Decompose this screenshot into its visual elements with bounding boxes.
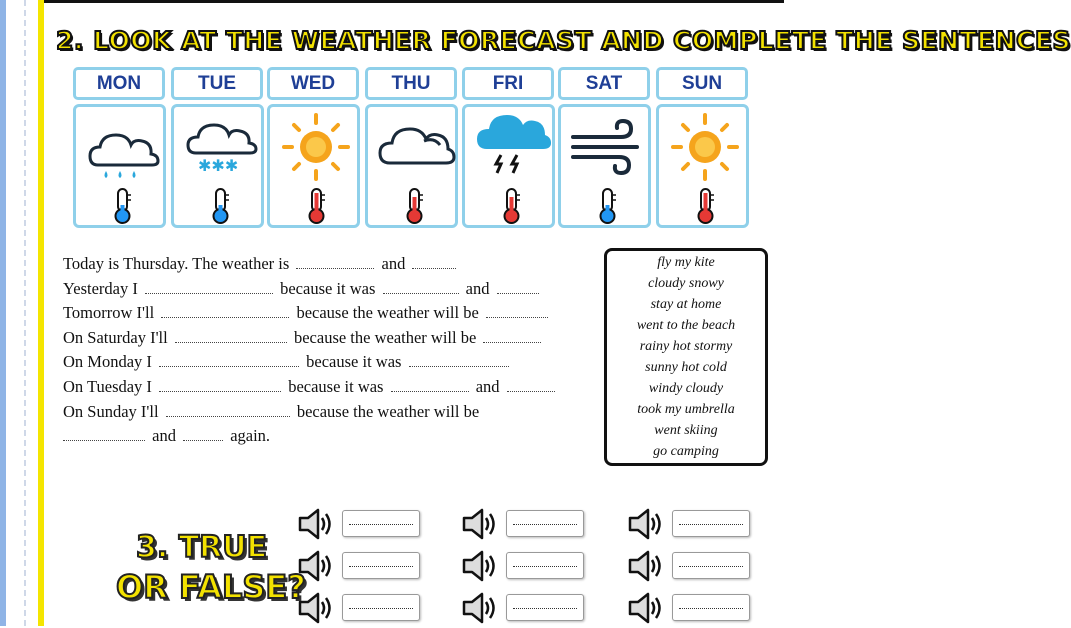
word-bank-item: stay at home — [650, 297, 722, 312]
thermometer-icon — [505, 189, 521, 223]
thermometer-icon — [699, 189, 715, 223]
day-label-sat: SAT — [558, 67, 650, 100]
speaker-icon[interactable] — [296, 508, 336, 544]
answer-dotted-line — [679, 524, 743, 525]
day-label-fri: FRI — [462, 67, 554, 100]
storm-cloud-icon — [465, 107, 558, 231]
thermometer-icon — [214, 189, 230, 223]
answer-blank[interactable] — [166, 402, 290, 417]
speaker-icon[interactable] — [626, 592, 666, 628]
answer-box[interactable] — [342, 594, 420, 621]
day-label-wed: WED — [267, 67, 359, 100]
speaker-icon[interactable] — [296, 592, 336, 628]
rain-cloud-icon — [76, 107, 169, 231]
answer-dotted-line — [349, 566, 413, 567]
answer-box[interactable] — [342, 510, 420, 537]
svg-text:✱✱✱: ✱✱✱ — [198, 156, 239, 175]
answer-blank[interactable] — [507, 377, 555, 392]
sentence-5: On Monday I because it was — [63, 352, 512, 372]
thermometer-icon — [310, 189, 326, 223]
answer-box[interactable] — [672, 594, 750, 621]
page-top-edge — [44, 0, 784, 3]
speaker-icon[interactable] — [626, 550, 666, 586]
answer-box[interactable] — [672, 510, 750, 537]
answer-dotted-line — [513, 524, 577, 525]
answer-dotted-line — [513, 608, 577, 609]
speaker-icon[interactable] — [626, 508, 666, 544]
answer-blank[interactable] — [486, 303, 548, 318]
weather-card-thu — [365, 104, 458, 228]
answer-blank[interactable] — [183, 426, 223, 441]
sentence-1: Today is Thursday. The weather is and — [63, 254, 459, 274]
wind-icon — [561, 107, 654, 231]
sentence-3: Tomorrow I'll because the weather will be — [63, 303, 551, 323]
weather-card-sun — [656, 104, 749, 228]
dashed-margin-line — [24, 0, 26, 626]
answer-blank[interactable] — [63, 426, 145, 441]
answer-blank[interactable] — [145, 279, 273, 294]
sun-icon — [659, 107, 752, 231]
answer-dotted-line — [513, 566, 577, 567]
answer-dotted-line — [349, 524, 413, 525]
left-blue-margin — [0, 0, 6, 626]
answer-box[interactable] — [506, 510, 584, 537]
answer-blank[interactable] — [483, 328, 541, 343]
sentence-6: On Tuesday I because it was and — [63, 377, 558, 397]
answer-dotted-line — [679, 608, 743, 609]
answer-dotted-line — [679, 566, 743, 567]
weather-card-mon — [73, 104, 166, 228]
section2-title: 2. LOOK AT THE WEATHER FORECAST AND COMPLETE THE SENTENCES — [56, 26, 1071, 55]
weather-card-sat — [558, 104, 651, 228]
answer-blank[interactable] — [296, 254, 374, 269]
answer-blank[interactable] — [391, 377, 469, 392]
sentence-7: On Sunday I'll because the weather will be — [63, 402, 480, 421]
speaker-icon[interactable] — [460, 550, 500, 586]
answer-blank[interactable] — [175, 328, 287, 343]
speaker-icon[interactable] — [460, 508, 500, 544]
word-bank-item: windy cloudy — [648, 381, 724, 396]
answer-box[interactable] — [672, 552, 750, 579]
speaker-icon[interactable] — [460, 592, 500, 628]
section3-title-line1: 3. TRUE — [136, 530, 268, 565]
word-bank-item: rainy hot stormy — [639, 339, 733, 354]
section3-title-line2: OR FALSE? — [116, 568, 306, 606]
day-label-thu: THU — [365, 67, 457, 100]
word-bank-item: fly my kite — [657, 255, 715, 270]
answer-dotted-line — [349, 608, 413, 609]
sentence-8: and again. — [63, 426, 270, 446]
word-bank-item: went to the beach — [636, 318, 736, 333]
weather-card-wed — [267, 104, 360, 228]
word-bank-item: went skiing — [654, 423, 718, 438]
answer-blank[interactable] — [409, 352, 509, 367]
sun-icon — [270, 107, 363, 231]
sentence-2: Yesterday I because it was and — [63, 279, 542, 299]
day-label-sun: SUN — [656, 67, 748, 100]
cloud-icon — [368, 107, 461, 231]
answer-blank[interactable] — [497, 279, 539, 294]
answer-box[interactable] — [342, 552, 420, 579]
snow-cloud-icon — [174, 107, 267, 231]
thermometer-icon — [116, 189, 132, 223]
word-bank-item: sunny hot cold — [645, 360, 727, 375]
word-bank-item: took my umbrella — [637, 402, 735, 417]
answer-blank[interactable] — [161, 303, 289, 318]
answer-blank[interactable] — [159, 377, 281, 392]
answer-box[interactable] — [506, 594, 584, 621]
word-bank-box — [604, 248, 768, 466]
speaker-icon[interactable] — [296, 550, 336, 586]
word-bank-item: cloudy snowy — [648, 276, 724, 291]
word-bank-item: go camping — [653, 444, 719, 459]
day-label-mon: MON — [73, 67, 165, 100]
answer-box[interactable] — [506, 552, 584, 579]
thermometer-icon — [408, 189, 424, 223]
weather-card-fri — [462, 104, 555, 228]
answer-blank[interactable] — [412, 254, 456, 269]
answer-blank[interactable] — [383, 279, 459, 294]
sentence-4: On Saturday I'll because the weather will be — [63, 328, 544, 348]
answer-blank[interactable] — [159, 352, 299, 367]
thermometer-icon — [601, 189, 617, 223]
day-label-tue: TUE — [171, 67, 263, 100]
weather-card-tue — [171, 104, 264, 228]
